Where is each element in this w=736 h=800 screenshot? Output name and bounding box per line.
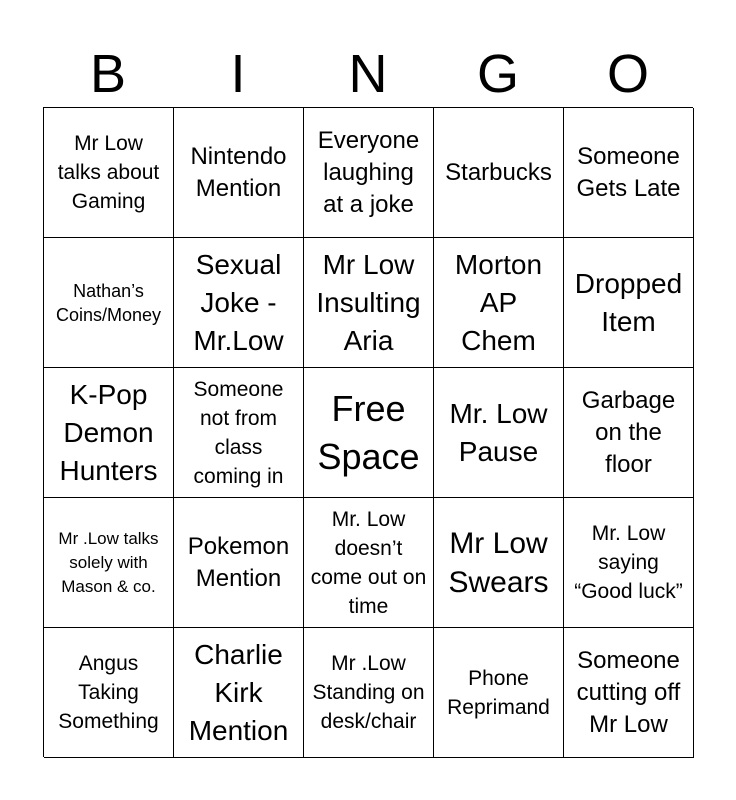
bingo-cell[interactable] [304,238,434,368]
bingo-cell[interactable] [44,628,174,758]
bingo-cell-text: Mr Low talks about Gaming [57,132,160,213]
bingo-cell[interactable] [434,498,564,628]
bingo-cell-text: Nintendo Mention [190,142,287,202]
bingo-cell-text: Dropped Item [574,267,683,337]
bingo-cell-text: Garbage on the floor [581,386,676,478]
bingo-cell[interactable] [304,108,434,238]
bingo-cell-text: Someone Gets Late [576,142,681,202]
bingo-cell-text: Angus Taking Something [58,652,159,733]
bingo-cell-text: Mr. Low doesn’t come out on time [310,507,427,618]
header-letter-i: I [230,44,246,104]
bingo-cell-text: Nathan’s Coins/Money [55,280,162,325]
header-letter-n: N [348,44,388,104]
bingo-cell-text: Someone cutting off Mr Low [576,646,681,738]
bingo-cell-text: Mr Low Insulting Aria [316,248,421,356]
bingo-cell-text: Charlie Kirk Mention [188,638,289,746]
bingo-cell-text: Mr. Low saying “Good luck” [574,522,683,603]
bingo-cell[interactable] [434,628,564,758]
bingo-cell-text: Phone Reprimand [447,666,550,719]
bingo-cell[interactable] [564,108,694,238]
bingo-cell-text: Sexual Joke - Mr.Low [193,248,284,356]
bingo-board [43,107,693,757]
bingo-cell[interactable] [174,498,304,628]
bingo-header [43,40,693,108]
bingo-cell[interactable] [304,368,434,498]
header-letter-g: G [476,44,519,104]
bingo-cell[interactable] [174,368,304,498]
bingo-cell-text: Pokemon Mention [187,532,290,592]
bingo-cell-text: K-Pop Demon Hunters [59,378,158,486]
bingo-cell[interactable] [434,108,564,238]
bingo-cell[interactable] [564,628,694,758]
bingo-cell-text: Mr Low Swears [448,526,549,599]
bingo-cell[interactable] [44,498,174,628]
header-letter-o: O [606,44,649,104]
bingo-cell[interactable] [174,108,304,238]
bingo-cell[interactable] [564,368,694,498]
bingo-cell[interactable] [174,238,304,368]
bingo-cell-text: Someone not from class coming in [193,377,284,488]
bingo-cell[interactable] [44,368,174,498]
header-letter-b: B [89,44,127,104]
bingo-cell[interactable] [434,368,564,498]
bingo-cell[interactable] [44,108,174,238]
bingo-cell-text: Mr .Low talks solely with Mason & co. [58,528,159,596]
bingo-cell-text: Mr .Low Standing on desk/chair [312,652,425,733]
bingo-cell[interactable] [174,628,304,758]
bingo-cell[interactable] [434,238,564,368]
bingo-cell-text: Mr. Low Pause [449,397,548,467]
bingo-cell-text: Free Space [317,387,420,477]
bingo-cell-text: Starbucks [445,158,552,186]
bingo-cell-text: Morton AP Chem [454,248,543,356]
bingo-cell-text: Everyone laughing at a joke [317,126,420,218]
bingo-cell[interactable] [304,628,434,758]
bingo-cell[interactable] [44,238,174,368]
bingo-cell[interactable] [564,238,694,368]
bingo-cell[interactable] [304,498,434,628]
bingo-cell[interactable] [564,498,694,628]
